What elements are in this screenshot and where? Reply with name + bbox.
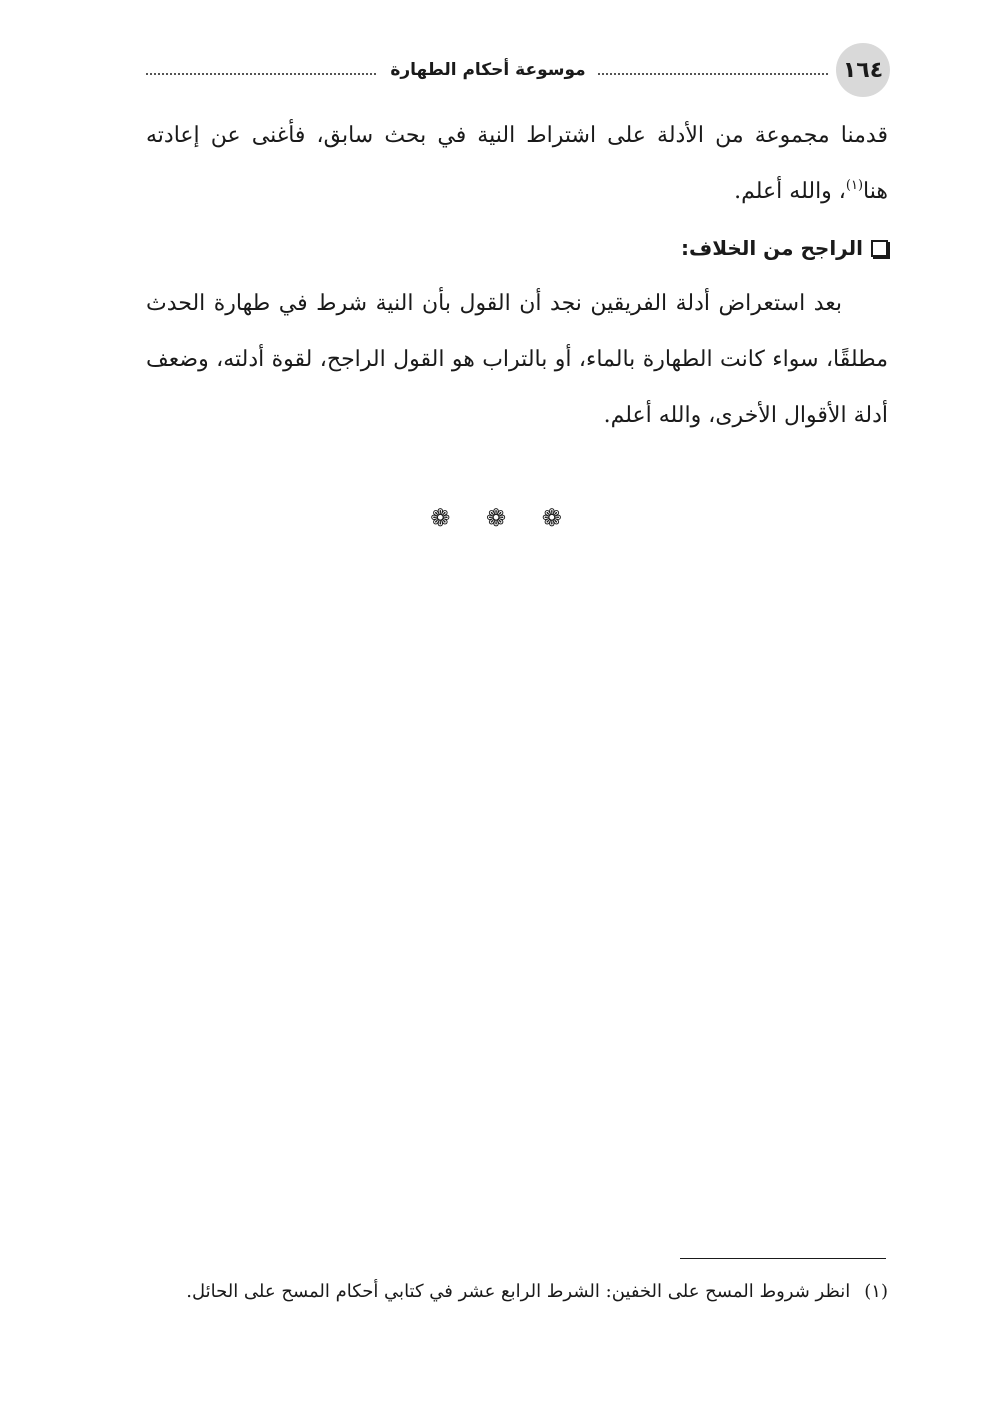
paragraph-conclusion: بعد استعراض أدلة الفريقين نجد أن القول بأن النية شرط في طهارة الحدث مطلقًا، سواء كانت الطهارة بالماء، أو بالتراب هو القول الراجح، لقوة أدلته، وضعف أدلة الأقوال الأخرى، والله أعلم. xyxy=(146,291,888,428)
square-bullet-icon xyxy=(871,240,888,257)
header-dotted-leader-left xyxy=(146,73,376,75)
footnote-separator xyxy=(680,1258,886,1259)
page-number: ١٦٤ xyxy=(836,43,890,97)
footnote-text: انظر شروط المسح على الخفين: الشرط الرابع عشر في كتابي أحكام المسح على الحائل. xyxy=(186,1281,851,1302)
flower-ornament-icon: ❁ xyxy=(430,504,463,532)
section-heading-text: الراجح من الخلاف: xyxy=(681,236,863,260)
header-dotted-leader-right xyxy=(598,73,828,75)
page-header xyxy=(146,44,890,96)
running-title: موسوعة أحكام الطهارة xyxy=(390,60,586,80)
main-text xyxy=(146,108,888,444)
section-heading xyxy=(146,220,888,276)
paragraph-evidence-text: قدمنا مجموعة من الأدلة على اشتراط النية في بحث سابق، فأغنى عن إعادته هنا xyxy=(146,123,888,204)
flower-ornament-icon: ❁ xyxy=(485,504,519,532)
flower-ornament-icon: ❁ xyxy=(541,504,574,532)
paragraph-evidence-ending: ، والله أعلم. xyxy=(734,179,846,204)
footnote-number: (١) xyxy=(864,1281,888,1302)
footnote-reference[interactable]: (١) xyxy=(845,178,864,193)
footnotes xyxy=(146,1274,888,1310)
footnote-item xyxy=(146,1274,888,1310)
section-ornaments xyxy=(0,504,1004,532)
paragraph-evidence xyxy=(146,108,888,220)
